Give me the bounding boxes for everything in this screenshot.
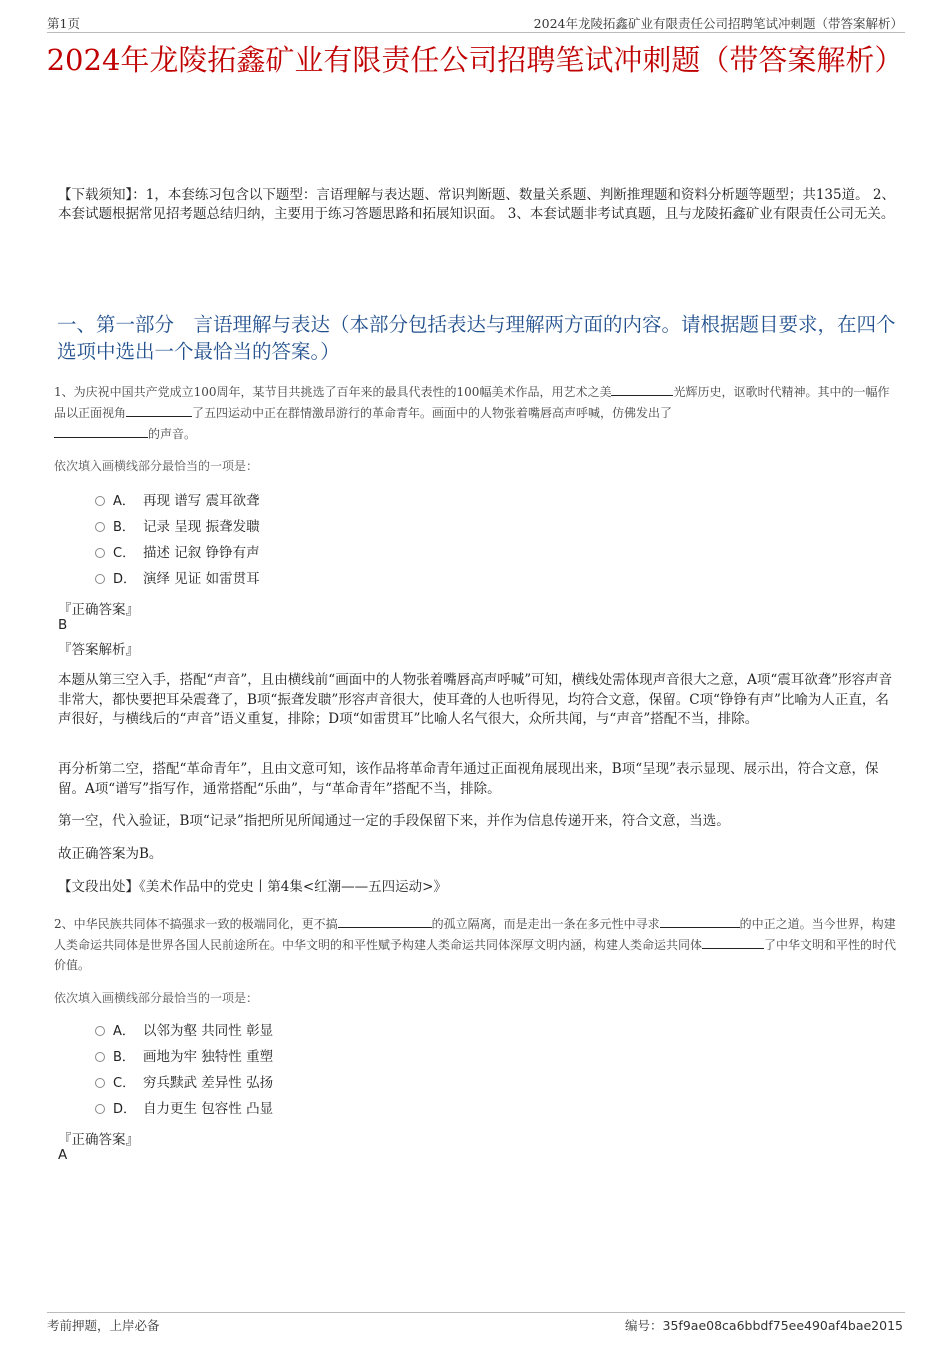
q1-option-d[interactable]: D． 演绎 见证 如雷贯耳	[95, 569, 260, 589]
radio-icon[interactable]	[95, 496, 105, 506]
footer-slogan: 考前押题，上岸必备	[47, 1318, 160, 1333]
radio-icon[interactable]	[95, 1026, 105, 1036]
page-number: 第1页	[47, 16, 80, 31]
radio-icon[interactable]	[95, 1078, 105, 1088]
q1-source: 【文段出处】《美术作品中的党史丨第4集<红潮——五四运动>》	[58, 879, 447, 895]
radio-icon[interactable]	[95, 522, 105, 532]
radio-icon[interactable]	[95, 1052, 105, 1062]
q2-answer-label: 『正确答案』	[58, 1132, 139, 1148]
page-footer	[47, 1312, 905, 1335]
question-2-stem: 2、中华民族共同体不搞强求一致的极端同化，更不搞 的孤立隔离，而是走出一条在多元性中寻求 的中正之道。当今世界，构建人类命运共同体是世界各国人民前途所在。中华文明的和平性赋予构建人类命运共同体深厚文明内涵，构建人类命运共同体 了中华文明和平性的时代价值。	[54, 913, 898, 975]
question-1-stem: 1、为庆祝中国共产党成立100周年，某节目共挑选了百年来的最具代表性的100幅美术作品，用艺术之美 光辉历史，讴歌时代精神。其中的一幅作品以正面视角 了五四运动中正在群情激昂游行的革命青年。画面中的人物张着嘴唇高声呼喊，仿佛发出了 的声音。	[54, 381, 898, 444]
footer-code: 编号：35f9ae08ca6bbdf75ee490af4bae2015	[625, 1318, 903, 1333]
q2-option-d[interactable]: D． 自力更生 包容性 凸显	[95, 1099, 273, 1119]
fill-blank	[338, 913, 432, 928]
fill-blank	[54, 423, 148, 438]
header-doc-title: 2024年龙陵拓鑫矿业有限责任公司招聘笔试冲刺题（带答案解析）	[533, 16, 903, 31]
q1-analysis-paragraph: 第一空，代入验证，B项“记录”指把所见所闻通过一定的手段保留下来，并作为信息传递开来，符合文意，当选。	[58, 813, 730, 829]
fill-blank	[611, 381, 673, 396]
q1-analysis-paragraph: 再分析第二空，搭配“革命青年”，且由文意可知，该作品将革命青年通过正面视角展现出来，B项“呈现”表示显现、展示出，符合文意，保留。A项“谱写”指写作，通常搭配“乐曲”，与“革命青年”搭配不当，排除。	[58, 761, 879, 797]
page-header	[47, 14, 905, 33]
fill-blank	[126, 402, 192, 417]
radio-icon[interactable]	[95, 1104, 105, 1114]
download-notice: 【下载须知】：1，本套练习包含以下题型：言语理解与表达题、常识判断题、数量关系题、判断推理题和资料分析题等题型；共135道。 2、本套试题根据常见招考题总结归纳，主要用于练习答题思路和拓展知识面。 3、本套试题非考试真题，且与龙陵拓鑫矿业有限责任公司无关。	[58, 187, 895, 222]
q1-option-a[interactable]: A． 再现 谱写 震耳欲聋	[95, 491, 260, 511]
radio-icon[interactable]	[95, 548, 105, 558]
q1-option-c[interactable]: C． 描述 记叙 铮铮有声	[95, 543, 260, 563]
q1-answer: B	[58, 617, 68, 633]
radio-icon[interactable]	[95, 574, 105, 584]
q2-option-b[interactable]: B． 画地为牢 独特性 重塑	[95, 1047, 273, 1067]
document-title: 2024年龙陵拓鑫矿业有限责任公司招聘笔试冲刺题（带答案解析）	[46, 43, 904, 77]
q2-option-c[interactable]: C． 穷兵黩武 差异性 弘扬	[95, 1073, 273, 1093]
question-1-instruction: 依次填入画横线部分最恰当的一项是：	[54, 459, 259, 473]
q2-answer: A	[58, 1147, 68, 1163]
fill-blank	[660, 913, 740, 928]
fill-blank	[702, 934, 764, 949]
question-2-instruction: 依次填入画横线部分最恰当的一项是：	[54, 991, 259, 1005]
q1-option-b[interactable]: B． 记录 呈现 振聋发聩	[95, 517, 260, 537]
q1-answer-label: 『正确答案』	[58, 602, 139, 618]
q2-option-a[interactable]: A． 以邻为壑 共同性 彰显	[95, 1021, 273, 1041]
q1-analysis-label: 『答案解析』	[58, 642, 139, 658]
section-title: 一、第一部分 言语理解与表达（本部分包括表达与理解两方面的内容。请根据题目要求，在四个选项中选出一个最恰当的答案。）	[57, 313, 896, 363]
q1-analysis-paragraph: 本题从第三空入手，搭配“声音”，且由横线前“画面中的人物张着嘴唇高声呼喊”可知，横线处需体现声音很大之意，A项“震耳欲聋”形容声音非常大，都快要把耳朵震聋了，B项“振聋发聩”形容声音很大，使耳聋的人也听得见，均符合文意，保留。C项“铮铮有声”比喻为人正直，名声很好，与横线后的“声音”语义重复，排除；D项“如雷贯耳”比喻人名气很大，众所共闻，与“声音”搭配不当，排除。	[58, 672, 893, 727]
q1-analysis-paragraph: 故正确答案为B。	[58, 846, 163, 862]
